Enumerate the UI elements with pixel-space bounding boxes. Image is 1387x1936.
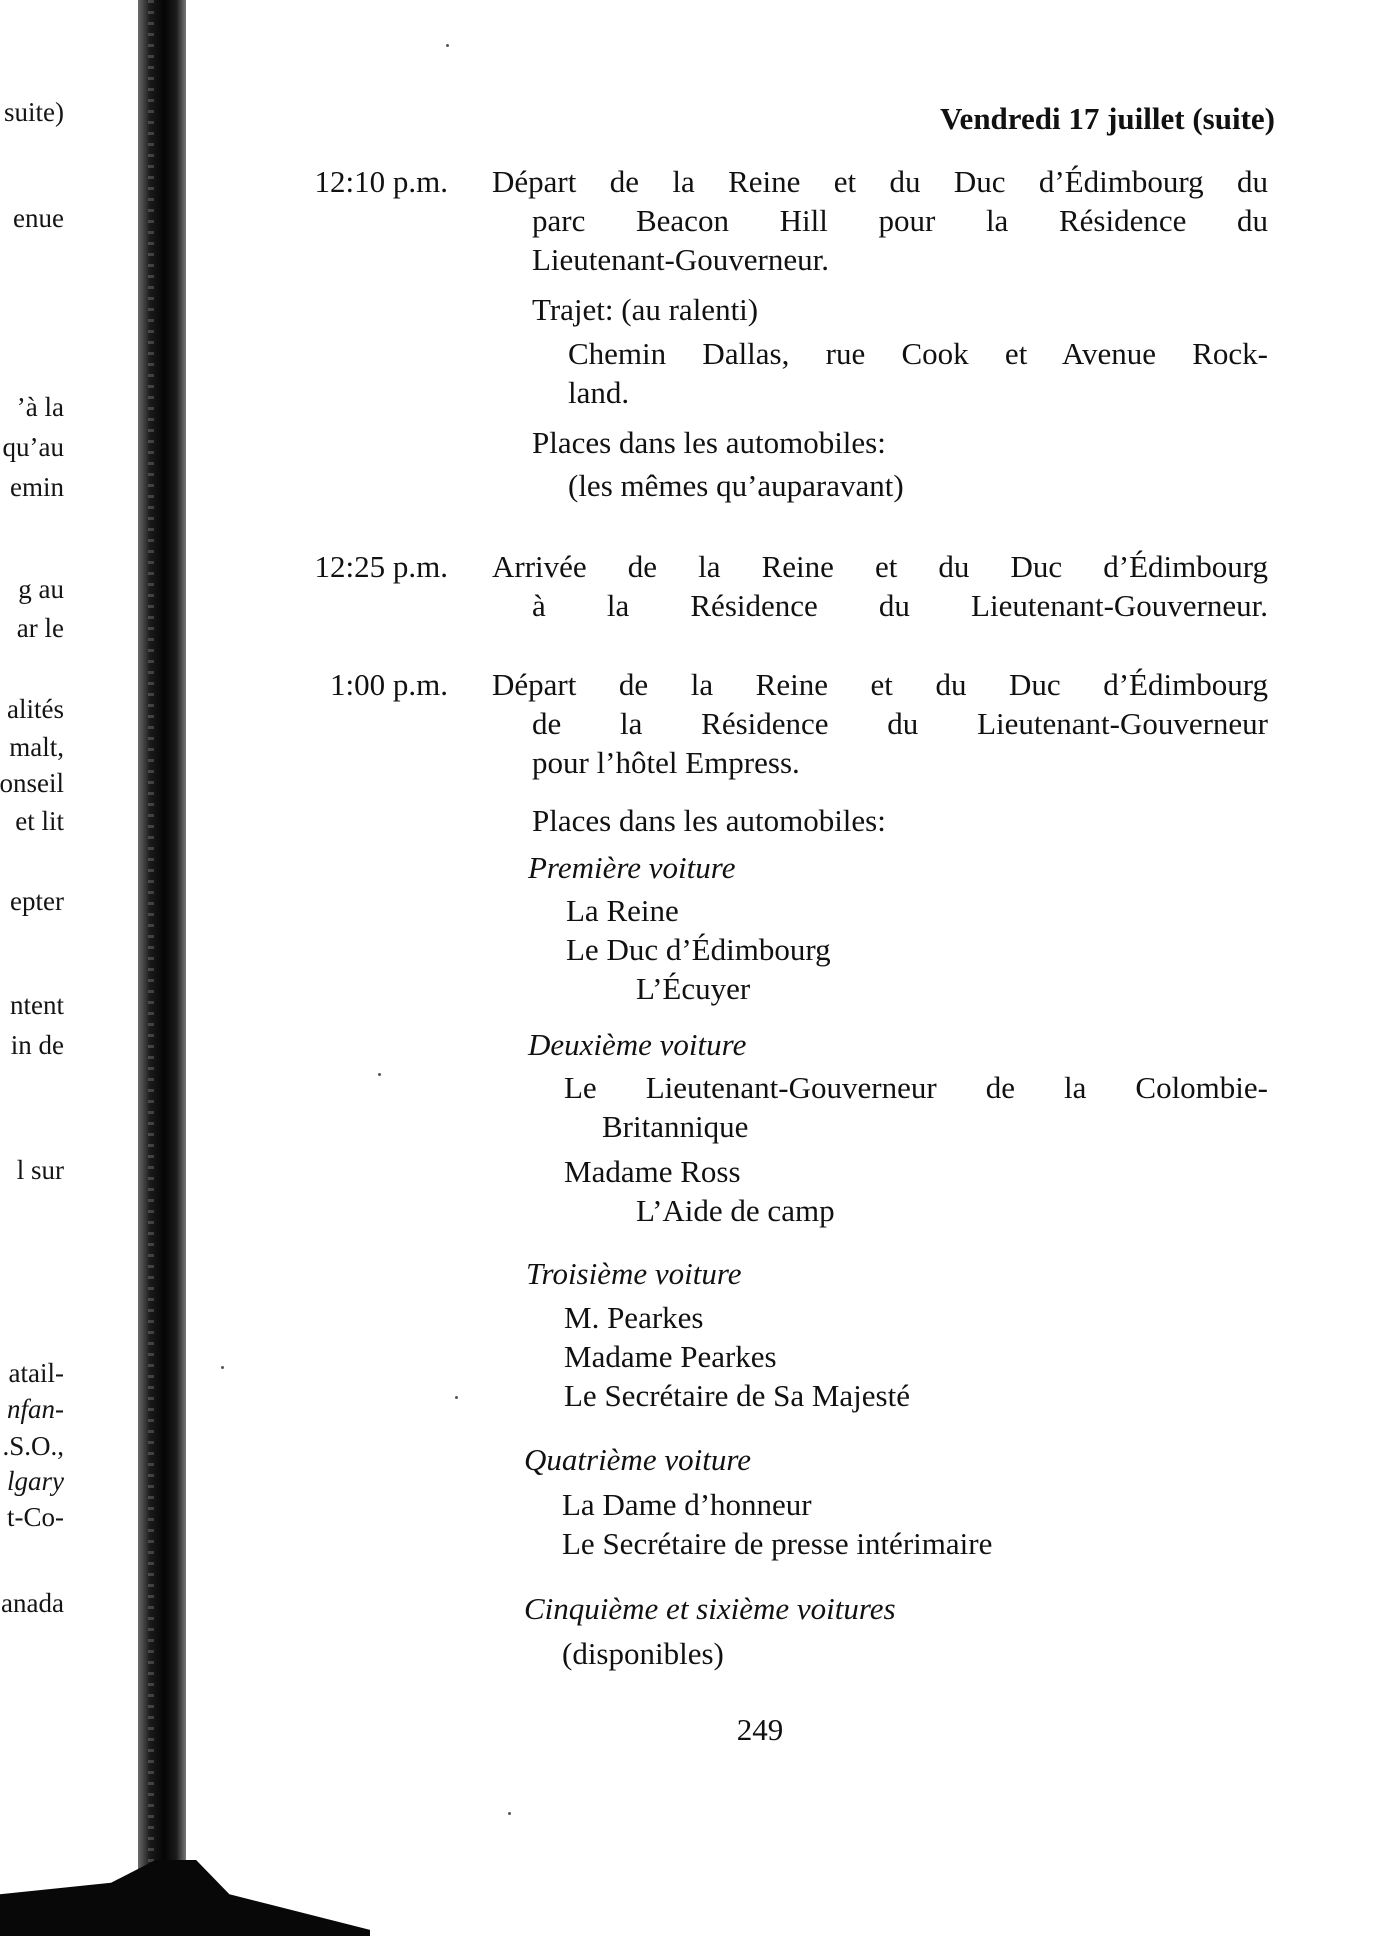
schedule-time: 1:00 p.m. [330, 667, 448, 702]
car-heading: Première voiture [528, 850, 736, 885]
route-line: land. [568, 375, 630, 410]
car-occupant: L’Écuyer [636, 971, 751, 1006]
left-fragment-line: ’à la [16, 392, 64, 422]
schedule-text-line: de la Résidence du Lieutenant-Gouverneur [532, 706, 1268, 741]
car-occupant: La Dame d’honneur [562, 1487, 812, 1522]
left-fragment-line: qu’au [2, 432, 64, 462]
car-occupant: Madame Pearkes [564, 1339, 777, 1374]
left-fragment-line: enue [13, 203, 64, 233]
scan-speck [378, 1073, 381, 1076]
seating-note: (les mêmes qu’auparavant) [568, 468, 904, 503]
left-page-fragment [0, 0, 70, 1936]
seating-label: Places dans les automobiles: [532, 425, 886, 460]
left-fragment-line: alités [7, 694, 64, 724]
scan-speck [446, 44, 449, 47]
left-fragment-line: lgary [7, 1466, 64, 1496]
schedule-text-line: Départ de la Reine et du Duc d’Édimbourg [492, 667, 1268, 702]
car-occupant: L’Aide de camp [636, 1193, 835, 1228]
left-fragment-line: in de [10, 1030, 64, 1060]
route-label: Trajet: (au ralenti) [532, 292, 759, 327]
schedule-time: 12:10 p.m. [314, 164, 448, 199]
car-occupant: M. Pearkes [564, 1300, 704, 1335]
schedule-text-line: parc Beacon Hill pour la Résidence du [532, 203, 1268, 238]
left-fragment-line: .S.O., [2, 1431, 64, 1461]
left-fragment-line: atail- [8, 1358, 64, 1388]
car-occupant: La Reine [566, 893, 679, 928]
left-fragment-line: suite) [4, 97, 64, 127]
left-fragment-line: emin [10, 472, 64, 502]
left-fragment-line: g au [18, 574, 64, 604]
car-heading: Cinquième et sixième voitures [524, 1591, 896, 1626]
left-fragment-line: l sur [16, 1155, 64, 1185]
left-fragment-line: nfan- [7, 1394, 64, 1424]
schedule-text-line: pour l’hôtel Empress. [532, 745, 800, 780]
scan-speck [508, 1812, 511, 1815]
schedule-text-line: Départ de la Reine et du Duc d’Édimbourg du [492, 164, 1268, 199]
page-number: 249 [736, 1712, 784, 1747]
car-occupant: Britannique [602, 1109, 749, 1144]
book-binding-shadow [138, 0, 186, 1895]
scan-speck [455, 1396, 458, 1399]
car-heading: Deuxième voiture [528, 1027, 747, 1062]
car-occupant: Le Duc d’Édimbourg [566, 932, 831, 967]
car-heading: Troisième voiture [526, 1256, 742, 1291]
left-fragment-line: epter [10, 886, 64, 916]
left-fragment-line: ar le [16, 613, 64, 643]
left-fragment-line: t-Co- [7, 1502, 64, 1532]
car-heading: Quatrième voiture [524, 1442, 751, 1477]
seating-label: Places dans les automobiles: [532, 803, 886, 838]
car-occupant: Le Secrétaire de presse intérimaire [562, 1526, 993, 1561]
schedule-text-line: Arrivée de la Reine et du Duc d’Édimbourg [492, 549, 1268, 584]
car-occupant: Le Secrétaire de Sa Majesté [564, 1378, 910, 1413]
car-occupant: Madame Ross [564, 1154, 741, 1189]
left-fragment-line: anada [1, 1588, 64, 1618]
car-occupant: Le Lieutenant-Gouverneur de la Colombie- [564, 1070, 1268, 1105]
left-fragment-line: ntent [10, 990, 64, 1020]
running-heading: Vendredi 17 juillet (suite) [940, 101, 1275, 136]
left-fragment-line: malt, [9, 732, 64, 762]
car-occupant: (disponibles) [562, 1636, 724, 1671]
route-line: Chemin Dallas, rue Cook et Avenue Rock- [568, 336, 1268, 371]
schedule-time: 12:25 p.m. [314, 549, 448, 584]
schedule-text-line: à la Résidence du Lieutenant-Gouverneur. [532, 588, 1268, 623]
left-fragment-line: onseil [0, 768, 64, 798]
schedule-text-line: Lieutenant-Gouverneur. [532, 242, 829, 277]
left-fragment-line: et lit [15, 806, 64, 836]
scan-speck [221, 1366, 224, 1369]
